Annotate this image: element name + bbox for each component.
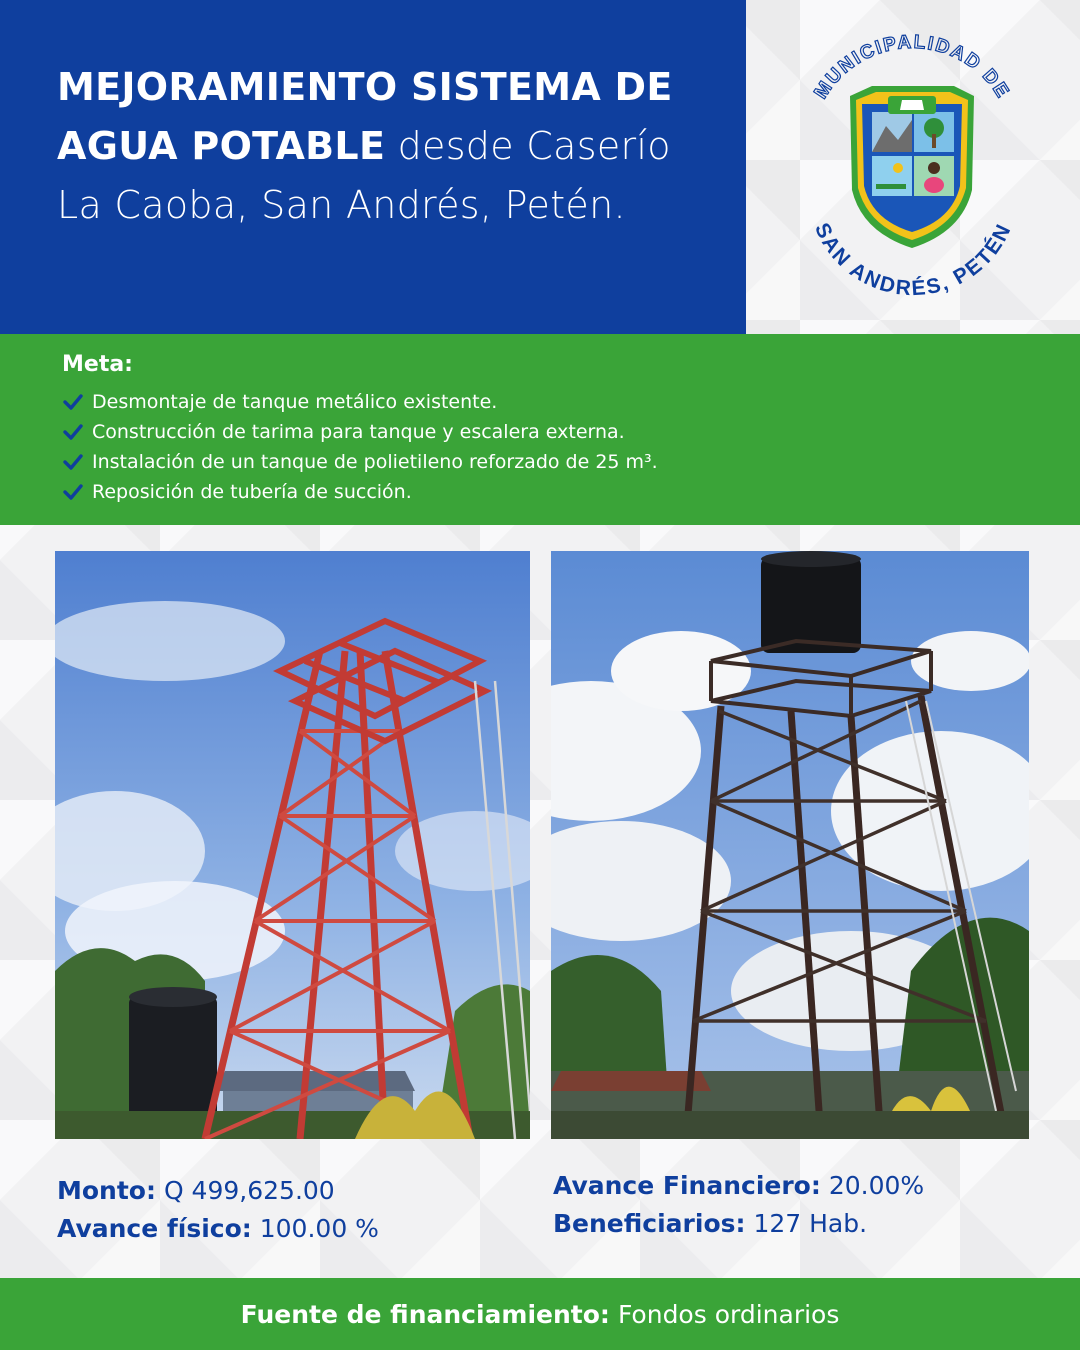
header-banner bbox=[0, 0, 746, 334]
meta-item-text: Instalación de un tanque de polietileno reforzado de 25 m³. bbox=[92, 451, 658, 473]
logo-bottom-text: SAN ANDRÉS, PETÉN bbox=[809, 219, 1017, 301]
funding-label: Fuente de financiamiento: bbox=[240, 1299, 610, 1329]
avance-financiero-row bbox=[553, 1167, 924, 1205]
municipality-logo bbox=[746, 0, 1080, 334]
avance-fisico-value: 100.00 % bbox=[259, 1214, 379, 1243]
photo-before bbox=[55, 551, 530, 1139]
title-bold: MEJORAMIENTO SISTEMA DE AGUA POTABLE bbox=[57, 65, 673, 168]
list-item bbox=[62, 447, 1080, 477]
meta-title: Meta: bbox=[62, 352, 133, 377]
title-desde: desde bbox=[397, 124, 514, 168]
stats-right bbox=[553, 1167, 924, 1243]
footer-banner bbox=[0, 1278, 1080, 1350]
avance-financiero-value: 20.00% bbox=[828, 1171, 925, 1200]
monto-label: Monto: bbox=[57, 1176, 156, 1205]
logo-top-text: MUNICIPALIDAD DE bbox=[810, 31, 1014, 103]
monto-value: Q 499,625.00 bbox=[163, 1176, 335, 1205]
list-item bbox=[62, 477, 1080, 507]
page-title bbox=[57, 58, 706, 235]
beneficiarios-row bbox=[553, 1205, 924, 1243]
avance-fisico-row bbox=[57, 1210, 379, 1248]
avance-financiero-label: Avance Financiero: bbox=[553, 1171, 821, 1200]
check-icon bbox=[62, 421, 84, 443]
photo-after bbox=[551, 551, 1029, 1139]
check-icon bbox=[62, 391, 84, 413]
avance-fisico-label: Avance físico: bbox=[57, 1214, 252, 1243]
list-item bbox=[62, 387, 1080, 417]
stats-left bbox=[57, 1172, 379, 1248]
meta-item-text: Desmontaje de tanque metálico existente. bbox=[92, 391, 498, 413]
list-item bbox=[62, 417, 1080, 447]
check-icon bbox=[62, 481, 84, 503]
shield-icon bbox=[850, 86, 974, 248]
meta-item-text: Reposición de tubería de succión. bbox=[92, 481, 412, 503]
meta-list bbox=[62, 387, 1080, 507]
check-icon bbox=[62, 451, 84, 473]
monto-row bbox=[57, 1172, 379, 1210]
beneficiarios-value: 127 Hab. bbox=[753, 1209, 868, 1238]
meta-item-text: Construcción de tarima para tanque y escalera externa. bbox=[92, 421, 625, 443]
title-location: Caserío La Caoba, San Andrés, Petén. bbox=[57, 124, 671, 227]
funding-value: Fondos ordinarios bbox=[617, 1299, 840, 1329]
beneficiarios-label: Beneficiarios: bbox=[553, 1209, 746, 1238]
meta-section bbox=[0, 334, 1080, 525]
